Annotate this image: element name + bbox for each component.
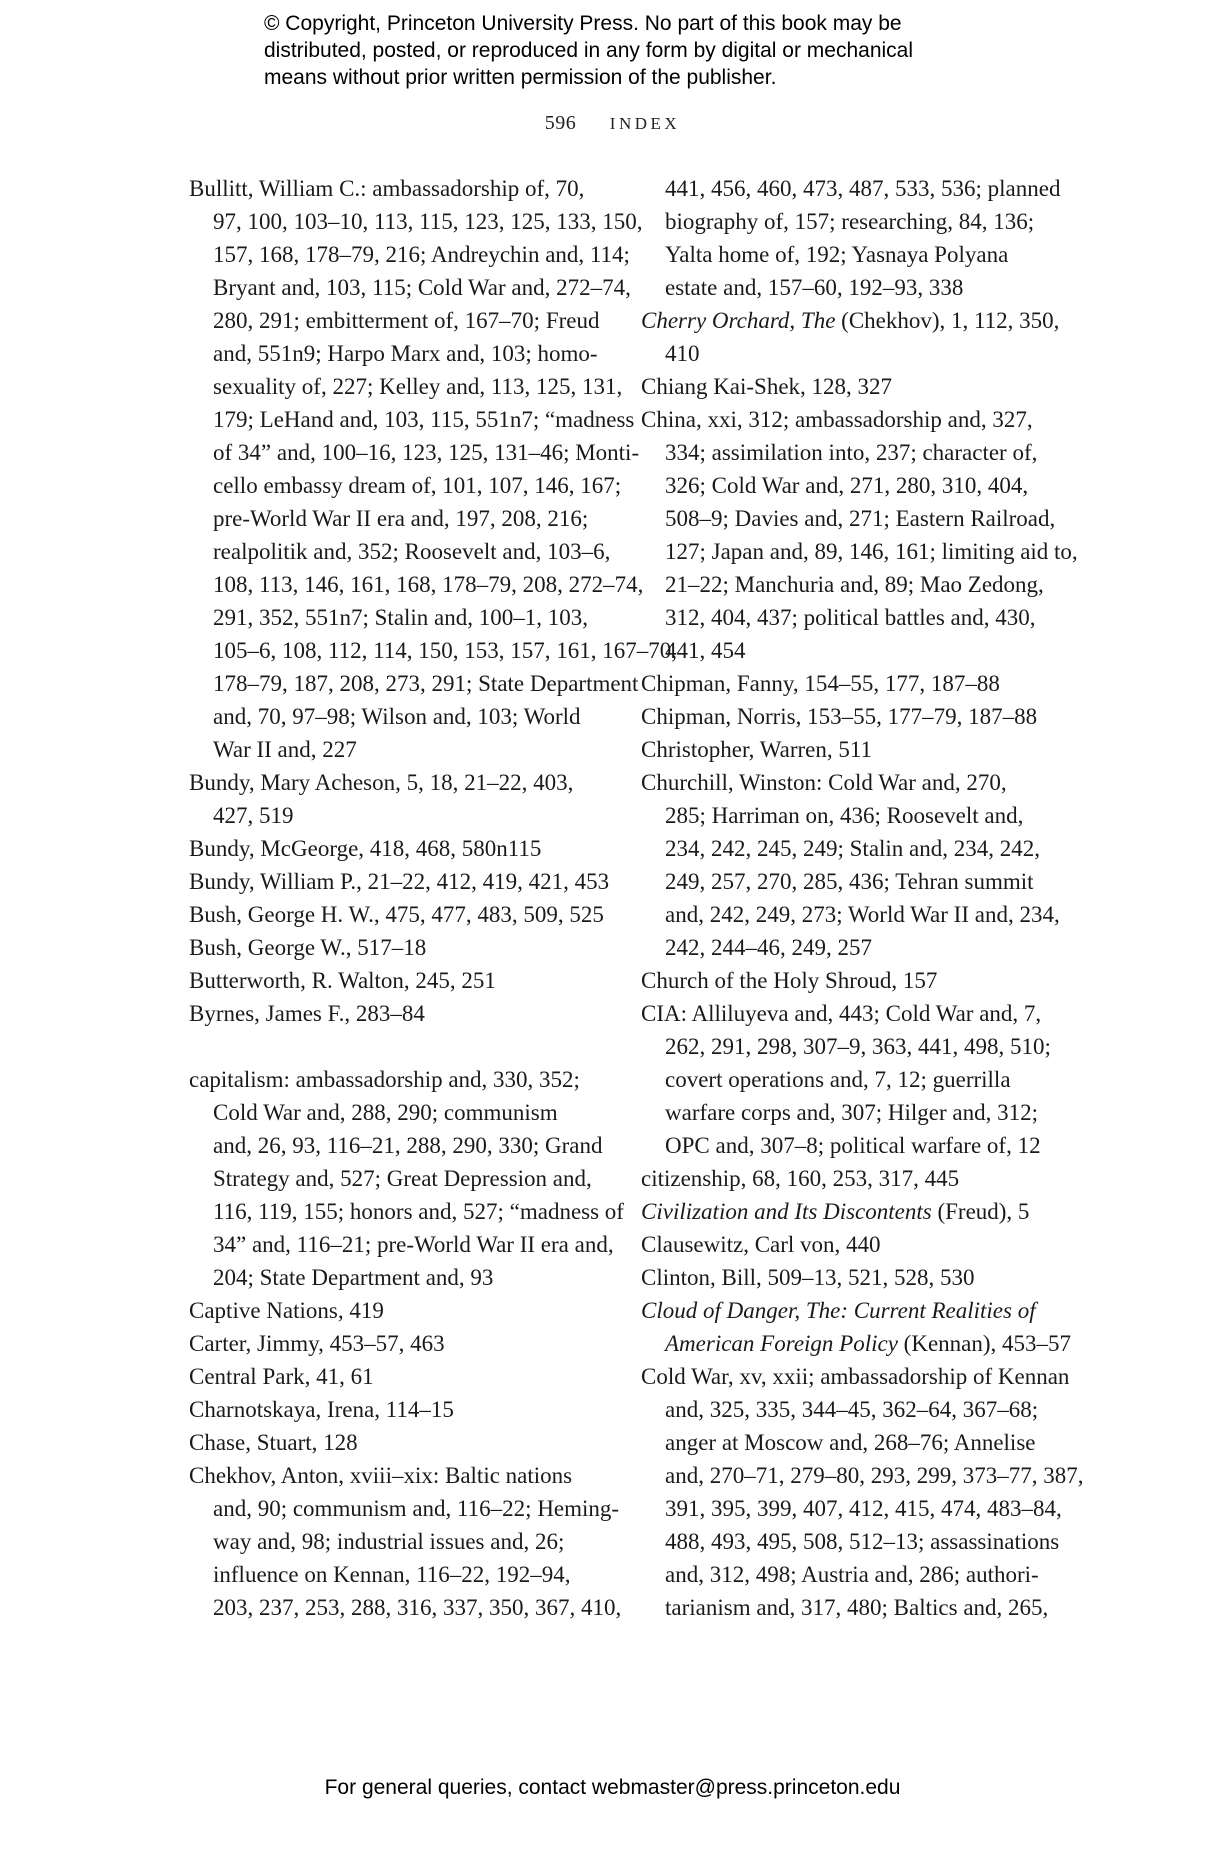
index-entry-line <box>641 238 1061 271</box>
index-entry-text: 391, 395, 399, 407, 412, 415, 474, 483–84, <box>665 1496 1062 1521</box>
index-entry-line <box>189 1096 609 1129</box>
index-entry-line <box>641 799 1061 832</box>
index-entry-text: and, 90; communism and, 116–22; Heming- <box>213 1496 620 1521</box>
index-entry-line <box>189 1327 609 1360</box>
index-entry <box>641 1228 1061 1261</box>
copyright-line: means without prior written permission of the publisher. <box>264 66 777 89</box>
index-entry-line <box>641 304 1061 337</box>
index-entry-text: anger at Moscow and, 268–76; Annelise <box>665 1430 1036 1455</box>
index-entry-text: and, 70, 97–98; Wilson and, 103; World <box>213 704 581 729</box>
index-entry-line <box>189 865 609 898</box>
index-entry <box>189 1360 609 1393</box>
index-entry <box>641 304 1061 370</box>
index-entry-line <box>189 766 609 799</box>
footer-contact: For general queries, contact webmaster@press.princeton.edu <box>324 1776 901 1799</box>
index-entry-text: Bullitt, William C.: ambassadorship of, 70, <box>189 176 585 201</box>
index-entry-title: Cherry Orchard, The <box>641 308 836 333</box>
index-entry-line <box>189 502 609 535</box>
index-entry-line <box>641 502 1061 535</box>
index-entry <box>641 733 1061 766</box>
index-entry-line <box>189 700 609 733</box>
index-entry-line <box>641 1459 1084 1492</box>
index-entry-line <box>189 898 609 931</box>
index-entry-text: Churchill, Winston: Cold War and, 270, <box>641 770 1007 795</box>
index-entry-line <box>189 733 609 766</box>
index-entry-text: cello embassy dream of, 101, 107, 146, 167; <box>213 473 622 498</box>
index-entry-line <box>641 601 1061 634</box>
index-entry-line <box>641 1162 1061 1195</box>
index-entry-line <box>641 535 1078 568</box>
index-entry <box>189 964 609 997</box>
index-entry-text: and, 270–71, 279–80, 293, 299, 373–77, 387, <box>665 1463 1084 1488</box>
index-entry-line <box>189 1459 609 1492</box>
index-entry-text: and, 551n9; Harpo Marx and, 103; homo- <box>213 341 598 366</box>
index-entry-line <box>189 1492 620 1525</box>
index-entry-line <box>641 931 1061 964</box>
index-entry-line <box>189 601 609 634</box>
index-entry <box>189 1294 609 1327</box>
copyright-line: distributed, posted, or reproduced in any form by digital or mechanical <box>264 39 914 62</box>
index-entry-line <box>641 172 1061 205</box>
index-entry <box>189 1393 609 1426</box>
index-entry-line <box>641 436 1061 469</box>
index-entry <box>641 403 1078 667</box>
index-entry-text: pre-World War II era and, 197, 208, 216; <box>213 506 589 531</box>
index-entry <box>189 172 678 766</box>
index-entry-line <box>189 238 630 271</box>
index-entry-text: Yalta home of, 192; Yasnaya Polyana <box>665 242 1009 267</box>
running-head <box>0 112 1225 135</box>
index-entry-line <box>641 1525 1061 1558</box>
index-entry-text: 285; Harriman on, 436; Roosevelt and, <box>665 803 1024 828</box>
index-entry-line <box>189 1591 622 1624</box>
index-entry-text: Bush, George H. W., 475, 477, 483, 509, 525 <box>189 902 604 927</box>
index-entry-line <box>189 997 609 1030</box>
index-entry-text: Bundy, William P., 21–22, 412, 419, 421, 453 <box>189 869 610 894</box>
index-entry-text: OPC and, 307–8; political warfare of, 12 <box>665 1133 1041 1158</box>
index-entry <box>189 898 609 931</box>
index-entry-line <box>641 1492 1061 1525</box>
index-entry <box>641 1162 1061 1195</box>
index-entry-line <box>641 898 1061 931</box>
index-entry-line <box>641 1393 1061 1426</box>
index-entry-text: of 34” and, 100–16, 123, 125, 131–46; Monti- <box>213 440 640 465</box>
index-entry-text: Clausewitz, Carl von, 440 <box>641 1232 881 1257</box>
index-entry-line <box>189 535 609 568</box>
index-entry-line <box>641 865 1061 898</box>
index-entry-line <box>641 1195 1061 1228</box>
index-entry-text: way and, 98; industrial issues and, 26; <box>213 1529 565 1554</box>
index-entry-line <box>641 700 1061 733</box>
index-entry-line <box>641 1228 1061 1261</box>
index-entry <box>641 1294 1072 1360</box>
index-entry-line <box>189 403 635 436</box>
index-entry-text: and, 26, 93, 116–21, 288, 290, 330; Grand <box>213 1133 603 1158</box>
index-entry-text: 441, 454 <box>665 638 746 663</box>
index-entry-text: Chipman, Norris, 153–55, 177–79, 187–88 <box>641 704 1038 729</box>
index-entry <box>641 700 1061 733</box>
index-entry-text: Central Park, 41, 61 <box>189 1364 374 1389</box>
index-entry-text: 97, 100, 103–10, 113, 115, 123, 125, 133, 150, <box>213 209 643 234</box>
index-entry-line <box>189 1558 609 1591</box>
index-entry-title: Civilization and Its Discontents <box>641 1199 932 1224</box>
index-entry-text: CIA: Alliluyeva and, 443; Cold War and, 7, <box>641 1001 1042 1026</box>
index-entry <box>189 1426 609 1459</box>
index-entry-tail: (Kennan), 453–57 <box>897 1331 1072 1356</box>
index-entry-text: capitalism: ambassadorship and, 330, 352; <box>189 1067 580 1092</box>
index-entry <box>641 1261 1061 1294</box>
index-entry-text: and, 312, 498; Austria and, 286; authori- <box>665 1562 1039 1587</box>
index-entry-line <box>641 1360 1070 1393</box>
index-entry <box>641 370 1061 403</box>
index-entry-line <box>641 1294 1061 1327</box>
index-entry-text: 34” and, 116–21; pre-World War II era and, <box>213 1232 614 1257</box>
index-entry-text: Captive Nations, 419 <box>189 1298 384 1323</box>
index-entry <box>641 1195 1061 1228</box>
index-entry-line <box>641 568 1061 601</box>
index-entry-line <box>189 568 644 601</box>
index-entry-text: Chiang Kai-Shek, 128, 327 <box>641 374 893 399</box>
index-entry-text: 262, 291, 298, 307–9, 363, 441, 498, 510; <box>665 1034 1051 1059</box>
index-entry-text: 280, 291; embitterment of, 167–70; Freud <box>213 308 600 333</box>
index-entry-line <box>641 1030 1061 1063</box>
index-entry-line <box>189 1129 609 1162</box>
copyright-notice <box>264 10 1024 91</box>
index-entry-line <box>641 403 1061 436</box>
index-entry-text: (Chekhov), 1, 112, 350, <box>835 308 1060 333</box>
index-entry-text: 234, 242, 245, 249; Stalin and, 234, 242, <box>665 836 1041 861</box>
index-entry-text: biography of, 157; researching, 84, 136; <box>665 209 1035 234</box>
index-entry-text: China, xxi, 312; ambassadorship and, 327, <box>641 407 1033 432</box>
index-entry-line <box>641 1591 1061 1624</box>
index-entry-text: 441, 456, 460, 473, 487, 533, 536; planned <box>665 176 1061 201</box>
index-entry-text: 105–6, 108, 112, 114, 150, 153, 157, 161, 167–70, <box>213 638 678 663</box>
index-entry-text: citizenship, 68, 160, 253, 317, 445 <box>641 1166 960 1191</box>
index-entry-line <box>641 1096 1061 1129</box>
index-entry-line <box>189 634 678 667</box>
index-entry-text: 203, 237, 253, 288, 316, 337, 350, 367, 410, <box>213 1595 622 1620</box>
index-entry-text: covert operations and, 7, 12; guerrilla <box>665 1067 1011 1092</box>
index-entry <box>641 667 1061 700</box>
index-entry-text: Christopher, Warren, 511 <box>641 737 873 762</box>
index-entry-line <box>641 1558 1061 1591</box>
index-entry-text: 178–79, 187, 208, 273, 291; State Department <box>213 671 639 696</box>
index-entry-text: realpolitik and, 352; Roosevelt and, 103–6, <box>213 539 611 564</box>
index-entry-text: (Freud), 5 <box>931 1199 1030 1224</box>
index-entry-line <box>189 1426 609 1459</box>
index-entry-line <box>189 832 609 865</box>
index-entry-text: 249, 257, 270, 285, 436; Tehran summit <box>665 869 1034 894</box>
index-entry-line <box>189 370 623 403</box>
index-entry-line <box>641 634 1061 667</box>
index-entry-line <box>641 205 1061 238</box>
index-entry-text: 127; Japan and, 89, 146, 161; limiting aid to, <box>665 539 1078 564</box>
index-entry-text: estate and, 157–60, 192–93, 338 <box>665 275 964 300</box>
index-entry-text: influence on Kennan, 116–22, 192–94, <box>213 1562 571 1587</box>
section-title: INDEX <box>609 114 681 133</box>
index-entry-text: Bush, George W., 517–18 <box>189 935 427 960</box>
index-entry <box>641 766 1061 964</box>
index-entry <box>189 1459 622 1624</box>
index-entry-line <box>189 931 609 964</box>
index-entry-line <box>189 1261 609 1294</box>
index-column-right <box>641 172 1084 1624</box>
index-entry-text: 326; Cold War and, 271, 280, 310, 404, <box>665 473 1029 498</box>
index-entry-line <box>189 469 622 502</box>
index-entry-text: Bundy, Mary Acheson, 5, 18, 21–22, 403, <box>189 770 574 795</box>
index-entry-line <box>189 1294 609 1327</box>
index-entry-line <box>641 997 1061 1030</box>
index-entry-line <box>189 1525 609 1558</box>
index-entry-text: 204; State Department and, 93 <box>213 1265 494 1290</box>
index-entry-text: Strategy and, 527; Great Depression and, <box>213 1166 592 1191</box>
index-entry-line <box>189 304 609 337</box>
index-entry-text: 312, 404, 437; political battles and, 430, <box>665 605 1036 630</box>
index-entry-line <box>189 667 639 700</box>
index-entry-text: 427, 519 <box>213 803 294 828</box>
index-entry-text: Bundy, McGeorge, 418, 468, 580n115 <box>189 836 542 861</box>
index-entry-text: Church of the Holy Shroud, 157 <box>641 968 938 993</box>
index-entry-text: 291, 352, 551n7; Stalin and, 100–1, 103, <box>213 605 589 630</box>
index-entry-line <box>641 733 1061 766</box>
index-entry-line <box>641 1261 1061 1294</box>
index-entry-line <box>641 271 1061 304</box>
index-entry-title: American Foreign Policy <box>665 1331 898 1356</box>
index-entry-text: Carter, Jimmy, 453–57, 463 <box>189 1331 445 1356</box>
index-entry <box>189 865 609 898</box>
index-entry <box>189 931 609 964</box>
index-entry <box>641 997 1061 1162</box>
index-entry-line <box>641 964 1061 997</box>
index-entry-line <box>189 1228 614 1261</box>
index-entry-line <box>641 469 1061 502</box>
index-entry-text: Clinton, Bill, 509–13, 521, 528, 530 <box>641 1265 975 1290</box>
index-entry-line <box>641 667 1061 700</box>
index-entry-text: and, 242, 249, 273; World War II and, 234, <box>665 902 1060 927</box>
index-entry-line <box>189 964 609 997</box>
index-entry-text: tarianism and, 317, 480; Baltics and, 265, <box>665 1595 1049 1620</box>
index-entry-line <box>189 1393 609 1426</box>
index-column-left <box>189 172 678 1624</box>
index-entry <box>189 832 609 865</box>
index-entry-line <box>189 1162 609 1195</box>
index-entry <box>189 1327 609 1360</box>
index-entry-line <box>189 271 631 304</box>
index-entry-text: 334; assimilation into, 237; character of, <box>665 440 1038 465</box>
index-entry-title: Cloud of Danger, The: Current Realities of <box>641 1298 1036 1323</box>
index-entry-text: 116, 119, 155; honors and, 527; “madness of <box>213 1199 624 1224</box>
index-entry <box>189 997 609 1030</box>
index-entry-text: Chekhov, Anton, xviii–xix: Baltic nations <box>189 1463 573 1488</box>
index-entry <box>189 766 609 832</box>
index-entry-text: warfare corps and, 307; Hilger and, 312; <box>665 1100 1038 1125</box>
index-entry-text: 179; LeHand and, 103, 115, 551n7; “madness <box>213 407 635 432</box>
copyright-line: © Copyright, Princeton University Press. No part of this book may be <box>264 12 902 35</box>
index-entry-line <box>189 1063 609 1096</box>
index-entry-line <box>189 205 643 238</box>
index-entry-text: 21–22; Manchuria and, 89; Mao Zedong, <box>665 572 1044 597</box>
index-entry-line <box>189 436 640 469</box>
index-entry-text: 488, 493, 495, 508, 512–13; assassinations <box>665 1529 1060 1554</box>
index-entry-text: Charnotskaya, Irena, 114–15 <box>189 1397 454 1422</box>
index-entry-text: 508–9; Davies and, 271; Eastern Railroad, <box>665 506 1056 531</box>
index-entry-text: Cold War, xv, xxii; ambassadorship of Kennan <box>641 1364 1070 1389</box>
index-entry-text: 157, 168, 178–79, 216; Andreychin and, 114; <box>213 242 630 267</box>
index-entry-text: Byrnes, James F., 283–84 <box>189 1001 425 1026</box>
index-entry <box>189 1063 624 1294</box>
index-entry-text: Butterworth, R. Walton, 245, 251 <box>189 968 496 993</box>
letter-group-gap <box>189 1030 609 1063</box>
index-entry-text: 108, 113, 146, 161, 168, 178–79, 208, 272–74, <box>213 572 644 597</box>
index-entry-text: Chase, Stuart, 128 <box>189 1430 358 1455</box>
index-entry-line <box>641 337 1061 370</box>
index-entry-line <box>641 832 1061 865</box>
index-entry-line <box>641 1063 1061 1096</box>
index-entry <box>641 1360 1084 1624</box>
index-entry-text: Bryant and, 103, 115; Cold War and, 272–74, <box>213 275 631 300</box>
index-entry-line <box>641 1327 1072 1360</box>
index-entry-text: Cold War and, 288, 290; communism <box>213 1100 558 1125</box>
index-entry-line <box>641 766 1061 799</box>
index-entry <box>641 964 1061 997</box>
index-entry-line <box>189 1360 609 1393</box>
index-entry-text: and, 325, 335, 344–45, 362–64, 367–68; <box>665 1397 1039 1422</box>
index-entry-line <box>641 370 1061 403</box>
index-entry-text: 242, 244–46, 249, 257 <box>665 935 872 960</box>
index-entry-text: Chipman, Fanny, 154–55, 177, 187–88 <box>641 671 1000 696</box>
index-entry-line <box>189 799 609 832</box>
page-number: 596 <box>544 112 577 134</box>
index-entry <box>641 172 1061 304</box>
index-entry-line <box>189 1195 624 1228</box>
index-entry-text: sexuality of, 227; Kelley and, 113, 125, 131, <box>213 374 623 399</box>
index-entry-line <box>189 337 609 370</box>
index-entry-line <box>189 172 609 205</box>
index-entry-line <box>641 1129 1061 1162</box>
index-entry-line <box>641 1426 1061 1459</box>
index-entry-text: War II and, 227 <box>213 737 357 762</box>
index-entry-text: 410 <box>665 341 700 366</box>
